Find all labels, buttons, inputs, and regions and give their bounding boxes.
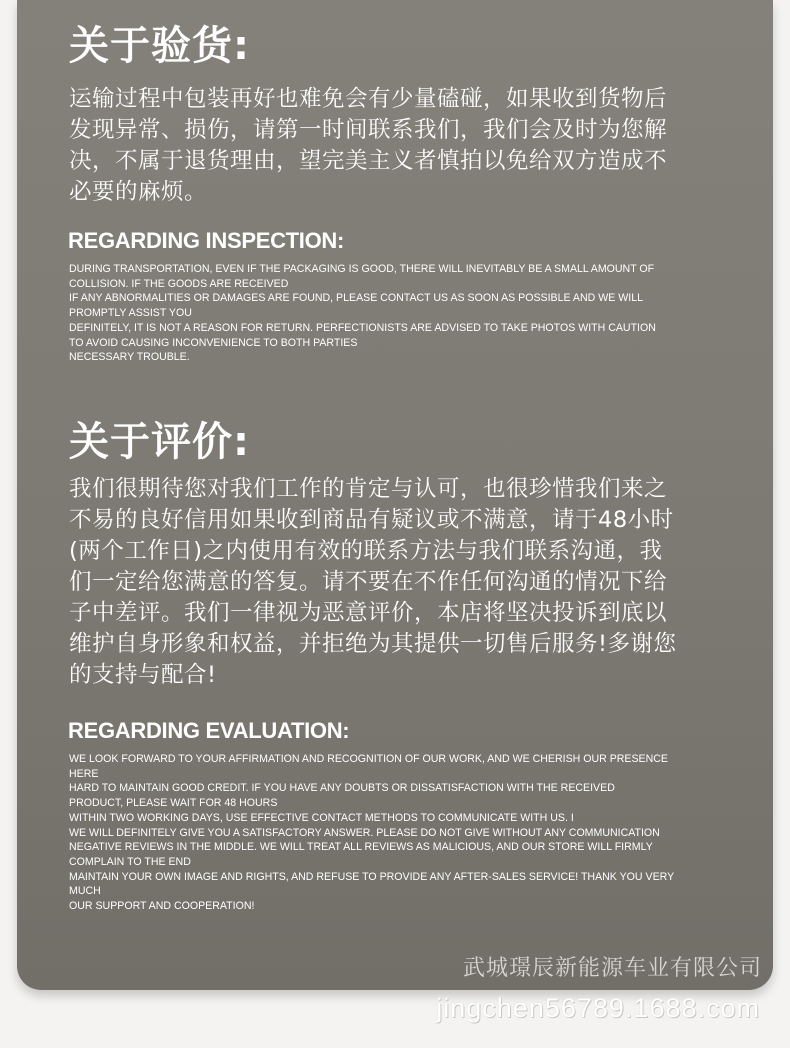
- evaluation-en-line: MUCH: [69, 885, 101, 898]
- inspection-zh-line: 发现异常、损伤，请第一时间联系我们，我们会及时为您解: [69, 117, 668, 143]
- store-url-watermark: jingchen56789.1688.com: [436, 993, 760, 1023]
- evaluation-zh-line: 我们很期待您对我们工作的肯定与认可，也很珍惜我们来之: [69, 476, 668, 502]
- inspection-zh-line: 运输过程中包装再好也难免会有少量磕碰，如果收到货物后: [69, 86, 668, 112]
- evaluation-zh-line: 不易的良好信用如果收到商品有疑议或不满意，请于48小时: [69, 507, 674, 533]
- inspection-title-zh: 关于验货:: [69, 23, 250, 69]
- inspection-en-line: NECESSARY TROUBLE.: [69, 351, 190, 364]
- inspection-en-line: IF ANY ABNORMALITIES OR DAMAGES ARE FOUND, PLEASE CONTACT US AS SOON AS POSSIBLE AND WE WILL: [69, 292, 643, 305]
- evaluation-zh-line: 们一定给您满意的答复。请不要在不作任何沟通的情况下给: [69, 569, 668, 595]
- evaluation-title-zh: 关于评价:: [69, 419, 250, 465]
- evaluation-en-line: NEGATIVE REVIEWS IN THE MIDDLE. WE WILL TREAT ALL REVIEWS AS MALICIOUS, AND OUR STORE WILL FIRMLY: [69, 841, 653, 854]
- evaluation-en-line: MAINTAIN YOUR OWN IMAGE AND RIGHTS, AND REFUSE TO PROVIDE ANY AFTER-SALES SERVICE! THANK YOU VERY: [69, 870, 675, 883]
- evaluation-en-line: WE WILL DEFINITELY GIVE YOU A SATISFACTORY ANSWER. PLEASE DO NOT GIVE WITHOUT ANY COMMUNICATION: [69, 826, 660, 839]
- inspection-en-line: DURING TRANSPORTATION, EVEN IF THE PACKAGING IS GOOD, THERE WILL INEVITABLY BE A SMALL AMOUNT OF: [69, 263, 655, 275]
- inspection-text-en: [69, 262, 749, 365]
- inspection-en-line: TO AVOID CAUSING INCONVENIENCE TO BOTH PARTIES: [69, 336, 358, 349]
- inspection-text-zh: [69, 84, 719, 208]
- evaluation-en-line: OUR SUPPORT AND COOPERATION!: [69, 900, 255, 913]
- inspection-en-line: DEFINITELY, IT IS NOT A REASON FOR RETURN. PERFECTIONISTS ARE ADVISED TO TAKE PHOTOS WITH CAUTION: [69, 321, 656, 334]
- inspection-en-line: COLLISION. IF THE GOODS ARE RECEIVED: [69, 277, 289, 290]
- inspection-en-line: PROMPTLY ASSIST YOU: [69, 307, 192, 320]
- evaluation-zh-line: 子中差评。我们一律视为恶意评价，本店将坚决投诉到底以: [69, 600, 668, 626]
- evaluation-text-zh: [69, 474, 719, 691]
- company-watermark: 武城璟辰新能源车业有限公司: [462, 956, 762, 981]
- evaluation-text-en: [69, 752, 749, 914]
- evaluation-en-line: WITHIN TWO WORKING DAYS, USE EFFECTIVE CONTACT METHODS TO COMMUNICATE WITH US. I: [69, 811, 574, 824]
- notice-card: [17, 0, 773, 990]
- evaluation-en-line: PRODUCT, PLEASE WAIT FOR 48 HOURS: [69, 797, 278, 810]
- evaluation-zh-line: 的支持与配合!: [69, 662, 217, 688]
- evaluation-en-line: HARD TO MAINTAIN GOOD CREDIT. IF YOU HAVE ANY DOUBTS OR DISSATISFACTION WITH THE RECEIVED: [69, 782, 615, 795]
- evaluation-title-en: REGARDING EVALUATION:: [68, 718, 350, 743]
- inspection-zh-line: 决，不属于退货理由，望完美主义者慎拍以免给双方造成不: [69, 148, 668, 174]
- evaluation-zh-line: 维护自身形象和权益，并拒绝为其提供一切售后服务!多谢您: [69, 631, 677, 657]
- inspection-zh-line: 必要的麻烦。: [69, 179, 208, 205]
- evaluation-en-line: HERE: [69, 767, 99, 780]
- evaluation-en-line: WE LOOK FORWARD TO YOUR AFFIRMATION AND RECOGNITION OF OUR WORK, AND WE CHERISH OUR PRESENCE: [69, 753, 668, 765]
- inspection-title-en: REGARDING INSPECTION:: [68, 228, 345, 253]
- evaluation-en-line: COMPLAIN TO THE END: [69, 855, 191, 868]
- evaluation-zh-line: (两个工作日)之内使用有效的联系方法与我们联系沟通，我: [69, 538, 663, 564]
